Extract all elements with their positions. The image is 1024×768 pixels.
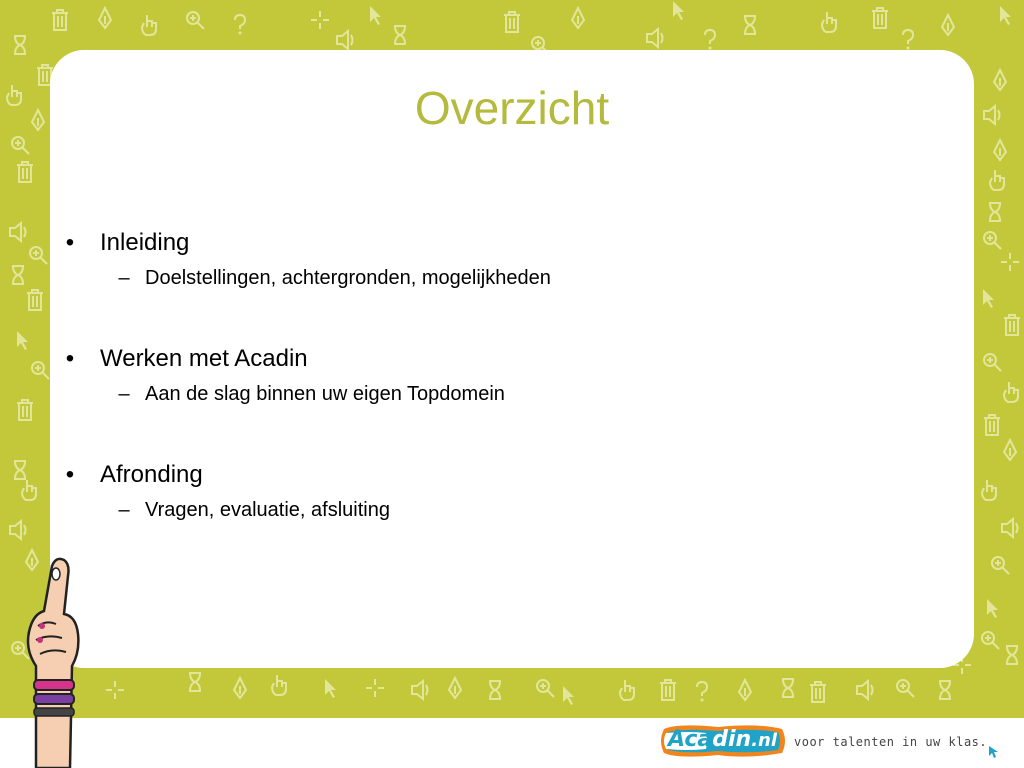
sub-bullet — [60, 263, 860, 293]
bullet-marker: • — [65, 345, 75, 372]
bullet-list — [60, 225, 860, 573]
list-item — [60, 225, 860, 293]
sub-bullet-label: Aan de slag binnen uw eigen Topdomein — [145, 383, 505, 405]
bullet-label: Afronding — [100, 461, 203, 488]
bullet-marker: • — [65, 229, 75, 256]
sub-bullet-label: Doelstellingen, achtergronden, mogelijkheden — [145, 267, 551, 289]
logo-text-aca: Aca — [668, 727, 713, 752]
bullet-label: Inleiding — [100, 229, 190, 256]
cursor-arrow-icon — [988, 745, 998, 759]
acadin-brand — [658, 723, 1018, 763]
slide-title: Overzicht — [414, 82, 610, 134]
logo-text-nl: .nl — [751, 730, 778, 751]
brand-tagline: voor talenten in uw klas. — [794, 735, 988, 749]
dash-marker: – — [118, 383, 130, 405]
logo-text-din: din — [712, 727, 752, 752]
acadin-logo-text — [668, 725, 777, 756]
bullet-marker: • — [65, 461, 75, 488]
sub-bullet-label: Vragen, evaluatie, afsluiting — [145, 499, 390, 521]
sub-bullet — [60, 379, 860, 409]
sub-bullet — [60, 495, 860, 525]
bullet-label: Werken met Acadin — [100, 345, 308, 372]
dash-marker: – — [118, 499, 130, 521]
list-item — [60, 457, 860, 525]
bullet-main — [60, 457, 860, 493]
bullet-main — [60, 341, 860, 377]
bullet-main — [60, 225, 860, 261]
dash-marker: – — [118, 267, 130, 289]
list-item — [60, 341, 860, 409]
raised-finger-hand-illustration — [18, 556, 88, 768]
